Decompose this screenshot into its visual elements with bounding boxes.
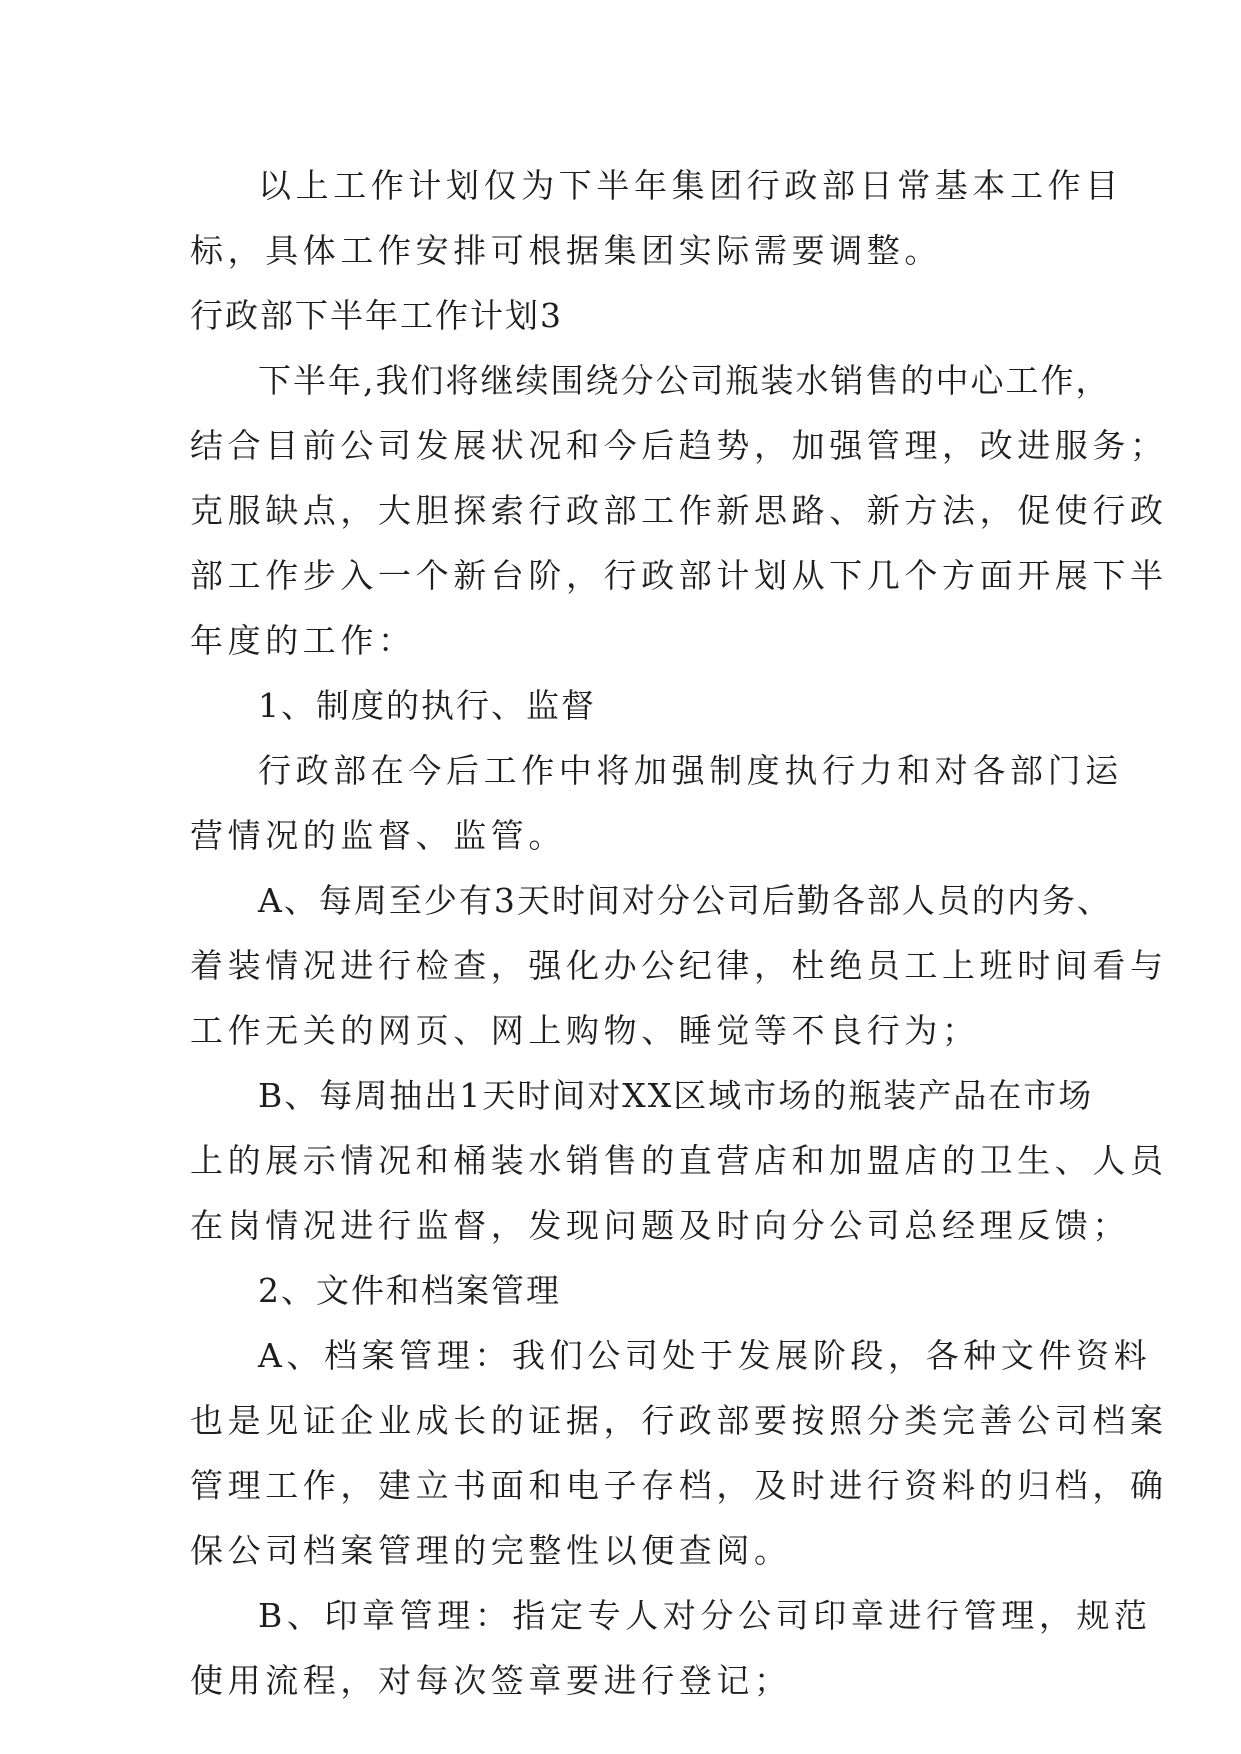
list-item-line: A、档案管理：我们公司处于发展阶段，各种文件资料 (258, 1336, 1152, 1375)
paragraph-line: 管理工作，建立书面和电子存档，及时进行资料的归档，确 (190, 1466, 1168, 1505)
paragraph-line: 标，具体工作安排可根据集团实际需要调整。 (190, 231, 942, 270)
paragraph-line: 结合目前公司发展状况和今后趋势，加强管理，改进服务； (190, 426, 1168, 465)
paragraph-line: 保公司档案管理的完整性以便查阅。 (190, 1531, 792, 1570)
paragraph-line: 使用流程，对每次签章要进行登记； (190, 1661, 792, 1700)
paragraph-line: 行政部在今后工作中将加强制度执行力和对各部门运 (258, 751, 1123, 790)
paragraph-line: 克服缺点，大胆探索行政部工作新思路、新方法，促使行政 (190, 491, 1168, 530)
paragraph-line: 着装情况进行检查，强化办公纪律，杜绝员工上班时间看与 (190, 946, 1168, 985)
subheading: 1、制度的执行、监督 (258, 686, 596, 725)
section-heading: 行政部下半年工作计划3 (190, 296, 563, 335)
list-item-line: B、每周抽出1天时间对XX区域市场的瓶装产品在市场 (258, 1076, 1094, 1115)
list-item-line: A、每周至少有3天时间对分公司后勤各部人员的内务、 (258, 881, 1112, 920)
paragraph-line: 营情况的监督、监管。 (190, 816, 566, 855)
paragraph-line: 下半年,我们将继续围绕分公司瓶装水销售的中心工作， (258, 361, 1111, 400)
paragraph-line: 工作无关的网页、网上购物、睡觉等不良行为； (190, 1011, 980, 1050)
paragraph-line: 以上工作计划仅为下半年集团行政部日常基本工作目 (258, 166, 1123, 205)
subheading: 2、文件和档案管理 (258, 1271, 561, 1310)
paragraph-line: 在岗情况进行监督，发现问题及时向分公司总经理反馈； (190, 1206, 1130, 1245)
paragraph-line: 部工作步入一个新台阶，行政部计划从下几个方面开展下半 (190, 556, 1168, 595)
paragraph-line: 年度的工作： (190, 621, 416, 660)
paragraph-line: 上的展示情况和桶装水销售的直营店和加盟店的卫生、人员 (190, 1141, 1168, 1180)
list-item-line: B、印章管理：指定专人对分公司印章进行管理，规范 (258, 1596, 1152, 1635)
paragraph-line: 也是见证企业成长的证据，行政部要按照分类完善公司档案 (190, 1401, 1168, 1440)
